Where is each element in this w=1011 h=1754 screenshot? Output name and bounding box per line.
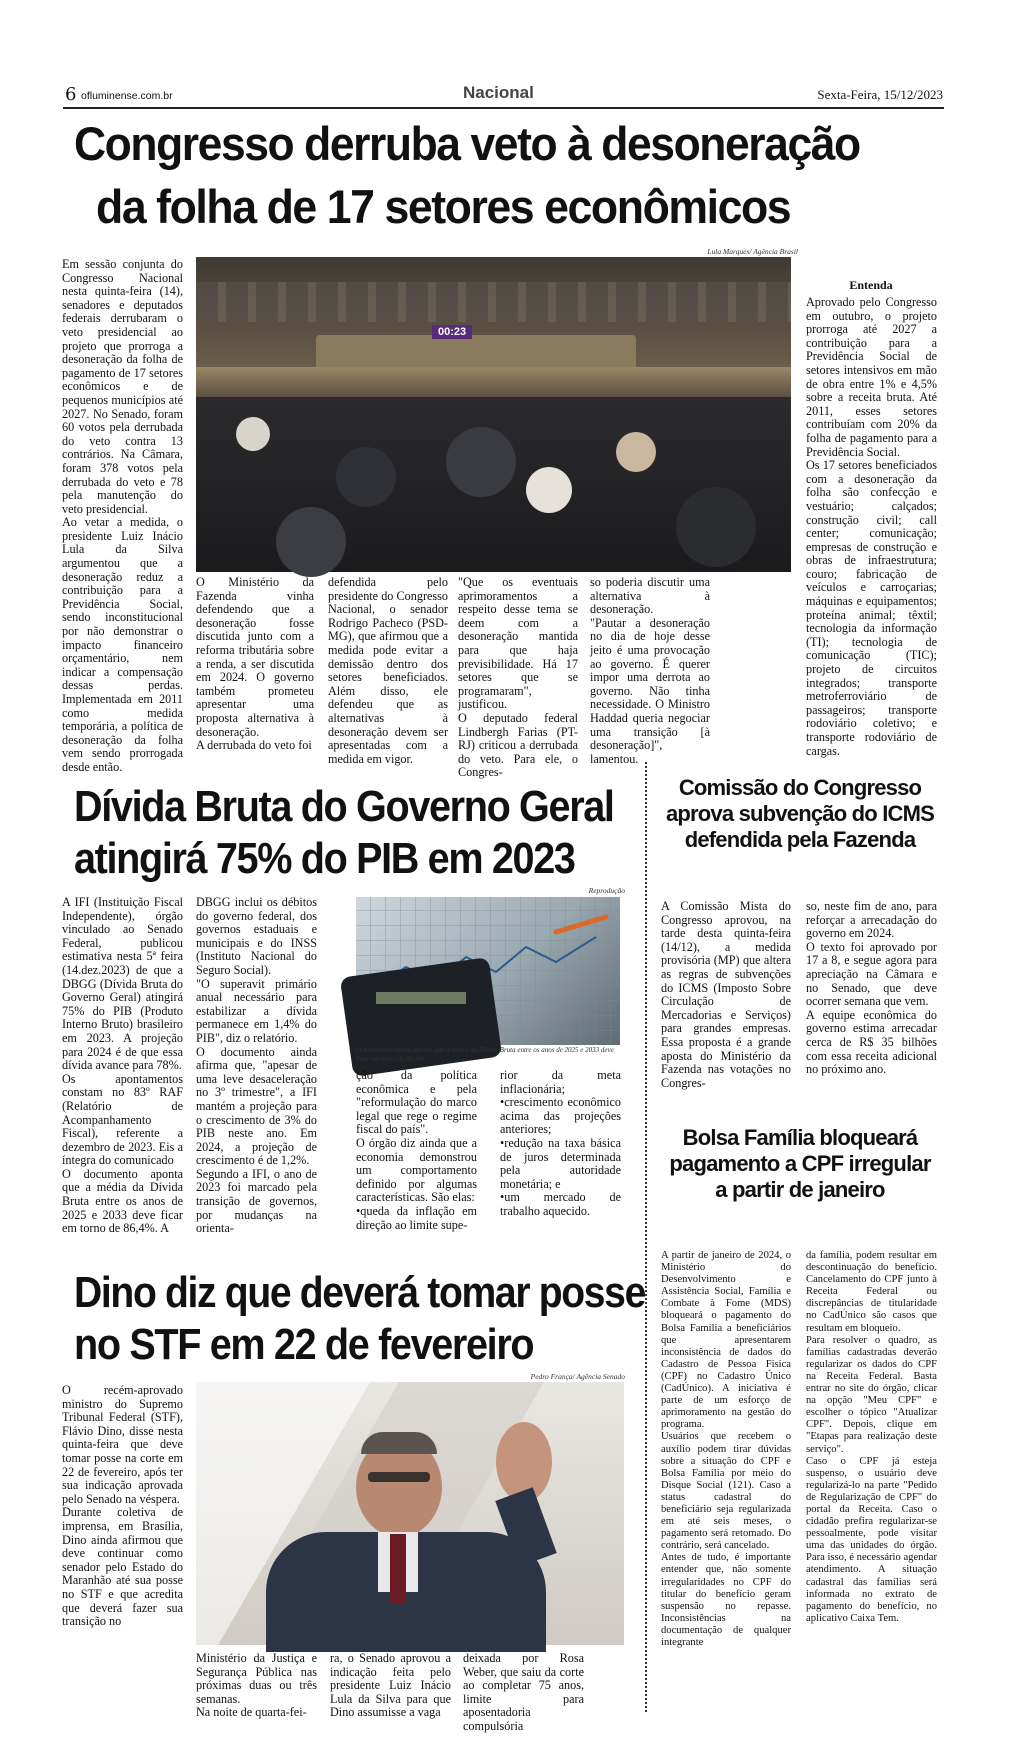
- a2-col4-paragraph: rior da meta inflacionária;: [500, 1068, 621, 1096]
- a3-col2-paragraph: Ministério da Justiça e Segurança Pública nas próximas duas ou três semanas.: [196, 1651, 317, 1706]
- a2-col4-paragraph: •um mercado de trabalho aquecido.: [500, 1190, 621, 1218]
- a2-column-1: [62, 896, 183, 1252]
- a5-col2-paragraph: da família, podem resultar em descontinuação do benefício. Cancelamento do CPF junto à Receita Federal ou discrepâncias de titularidade no CadÚnico são casos que resultam em bloqueio.: [806, 1250, 937, 1334]
- a1-column-4: [458, 575, 578, 780]
- a4-col1-paragraph: A Comissão Mista do Congresso aprovou, na tarde desta quinta-feira (14/12), a medida provisória (MP) que altera as regras de subvenções do ICMS (Imposto Sobre Circulação de Mercadorias e Serviços) para grandes empresas. Essa proposta é a grande aposta do Ministério da Fazenda nas votações no Congres-: [661, 899, 791, 1090]
- a2-col3-paragraph: •queda da inflação em direção ao limite supe-: [356, 1203, 477, 1232]
- issue-date: Sexta-Feira, 15/12/2023: [817, 87, 943, 102]
- a3-col4-paragraph: deixada por Rosa Weber, que saiu da corte ao completar 75 anos, limite para aposentadoria compulsória: [463, 1651, 584, 1733]
- a5-col1-paragraph: Usuários que recebem o auxílio podem tirar dúvidas sobre a situação do CPF e Bolsa Família por meio do Disque Social (121). Caso a status cadastral do beneficiário seja regularizada em até seis meses, o pagamento será retomado. Do contrário, será cancelado.: [661, 1431, 791, 1552]
- page-number: 6: [65, 84, 77, 105]
- a2-col3-paragraph: ção da política econômica e pela "reformulação do marco legal que rege o regime fiscal do país".: [356, 1068, 477, 1137]
- a2-photo-calculator-chart: [356, 897, 620, 1045]
- a1-column-2: [196, 576, 314, 756]
- a5-title: [660, 1125, 940, 1203]
- a1-sidebar: [806, 296, 937, 756]
- a3-col1-paragraph: O recém-aprovado ministro do Supremo Tribunal Federal (STF), Flávio Dino, disse nesta quinta-feira que deve tomar posse na corte em 22 de fevereiro, após ter sua indicação aprovada pelo Senado na véspera.: [62, 1383, 183, 1506]
- a5-column-2: [806, 1250, 937, 1718]
- a3-photo-credit: Pedro França/ Agência Senado: [530, 1372, 625, 1381]
- a4-title-line2: aprova subvenção do ICMS: [665, 801, 935, 826]
- a2-col1-paragraph: A IFI (Instituição Fiscal Independente), órgão vinculado ao Senado Federal, publicou estimativa nesta 5ª feira (14.dez.2023) de que a DBGG (Dívida Bruta do Governo Geral) atingirá 75% do PIB (Produto Interno Bruto) brasileiro em 2023. A projeção para 2024 é de que essa dívida avance para 78%.: [62, 895, 183, 1073]
- a1-sidebar-paragraph: Os 17 setores beneficiados com a desoneração da folha são confecção e vestuário; calçados; construção civil; call center; comunicação; empresas de construção e obras de infraestrutura; couro; fabricação de veículos e carroçarias; máquinas e equipamentos; proteína animal; têxtil; tecnologia da informação (TI); tecnologia de comunicação (TIC); projeto de circuitos integrados; transporte metroferroviário de passageiros; transporte rodoviário coletivo; e transporte rodoviário de cargas.: [806, 458, 937, 758]
- a4-col2-paragraph: A equipe econômica do governo estima arrecadar cerca de R$ 35 bilhões com essa receita adicional no próximo ano.: [806, 1007, 937, 1077]
- a5-col1-paragraph: A partir de janeiro de 2024, o Ministério do Desenvolvimento e Assistência Social, Família e Combate à Fome (MDS) bloqueará o pagamento do Bolsa Família a beneficiários que apresentarem inconsistência de dados do Cadastro de Pessoa Física (CPF) no Cadastro Único (CadÚnico). A iniciativa é parte de um esforço de aprimoramento na gestão do programa.: [661, 1250, 791, 1431]
- a3-title-line2: no STF em 22 de fevereiro: [74, 1320, 534, 1369]
- a5-column-1: [661, 1250, 791, 1718]
- a5-title-line2: pagamento a CPF irregular: [669, 1151, 931, 1176]
- a2-column-4: [500, 1069, 621, 1252]
- a4-column-2: [806, 900, 937, 1100]
- a1-photo-timer: 00:23: [432, 325, 472, 339]
- a1-col5-paragraph: so poderia discutir uma alternativa à desoneração.: [590, 575, 710, 617]
- a2-photo-credit: Reprodução: [588, 886, 625, 895]
- a5-title-line3: a partir de janeiro: [715, 1177, 885, 1202]
- a1-title-line2: da folha de 17 setores econômicos: [96, 180, 791, 233]
- a5-col2-paragraph: Para resolver o quadro, as famílias cadastradas deverão regularizar os dados do CPF na Receita Federal. Basta entrar no site do órgão, clicar na opção "Meu CPF" e escolher o tópico "Atualizar CPF". Depois, clique em "Etapas para realização deste serviço".: [806, 1334, 937, 1455]
- a4-title-line3: defendida pela Fazenda: [684, 827, 916, 852]
- page-header: [63, 83, 943, 108]
- a1-col2-paragraph: A derrubada do veto foi: [196, 738, 312, 753]
- a4-column-1: [661, 900, 791, 1100]
- a1-col4-paragraph: O deputado federal Lindbergh Farias (PT-RJ) criticou a derrubada do veto. Para ele, o Congres-: [458, 710, 578, 780]
- a4-col2-paragraph: so, neste fim de ano, para reforçar a arrecadação do governo em 2024.: [806, 899, 937, 941]
- a1-sidebar-paragraph: Aprovado pelo Congresso em outubro, o projeto prorroga até 2027 a contribuição para a Previdência Social de setores intensivos em mão de obra entre 1% e 4,5% sobre a receita bruta. Até 2011, esses setores contribuíam com 20% da folha de pagamento para a Previdência Social.: [806, 295, 937, 459]
- a2-col2-paragraph: "O superavit primário anual necessário para estabilizar a dívida permanece em 1,4% do PIB", diz o relatório.: [196, 976, 317, 1045]
- a2-col2-paragraph: DBGG inclui os débitos do governo federal, dos governos estaduais e municipais e do INSS (Instituto Nacional do Seguro Social).: [196, 895, 317, 977]
- a1-column-3: [328, 575, 448, 766]
- header-rule: [63, 107, 944, 109]
- a3-col3-paragraph: ra, o Senado aprovou a indicação feita pelo presidente Luiz Inácio Lula da Silva para que Dino assumisse a vaga: [330, 1651, 451, 1720]
- a1-col3-paragraph: defendida pelo presidente do Congresso Nacional, o senador Rodrigo Pacheco (PSD-MG), que afirmou que a medida pode evitar a demissão dentro dos setores beneficiados. Além disso, ele defendeu que as alternativas à desoneração devem ser apresentadas com a medida em vigor.: [328, 575, 448, 766]
- a4-title: [660, 775, 940, 853]
- a2-column-2: [196, 896, 317, 1252]
- a1-title-line1: Congresso derruba veto à desoneração: [74, 117, 860, 170]
- a2-photo-caption: O documento ainda aponta que a média da Dívida Bruta entre os anos de 2025 e 2033 deve ficar em torno de 86,4%.: [356, 1046, 614, 1063]
- a1-column-5: [590, 575, 710, 766]
- a2-column-3: [356, 1069, 477, 1252]
- a2-col1-paragraph: Os apontamentos constam no 83º RAF (Relatório de Acompanhamento Fiscal), referente a dezembro de 2023. Eis a íntegra do comunicado: [62, 1071, 183, 1168]
- a2-col3-paragraph: O órgão diz ainda que a economia demonstrou um comportamento definido por algumas características. São elas:: [356, 1135, 477, 1205]
- a2-col4-paragraph: •redução na taxa básica de juros determinada pela autoridade monetária; e: [500, 1135, 621, 1191]
- a3-column-3: [330, 1652, 451, 1718]
- a1-sidebar-title: Entenda: [849, 278, 893, 292]
- a3-column-4: [463, 1651, 584, 1733]
- a3-col1-paragraph: Durante coletiva de imprensa, em Brasília, Dino ainda afirmou que deve continuar como senador pelo Estado do Maranhão até sua posse no STF e que acredita que deverá fazer sua transição no: [62, 1505, 183, 1629]
- section-name: Nacional: [463, 83, 534, 102]
- site-name: ofluminense.com.br: [81, 90, 173, 102]
- column-divider: [645, 762, 647, 1712]
- a3-photo-flavio-dino: [196, 1382, 624, 1645]
- a3-column-1: [62, 1384, 183, 1716]
- a2-col2-paragraph: Segundo a IFI, o ano de 2023 foi marcado pela transição de governos, por mudanças na orienta-: [196, 1166, 317, 1236]
- a1-col2-paragraph: O Ministério da Fazenda vinha defendendo que a desoneração fosse discutida junto com a reforma tributária sobre a renda, a ser discutida em 2024. O governo também prometeu apresentar uma proposta alternativa à desoneração.: [196, 575, 314, 739]
- a2-title-line2: atingirá 75% do PIB em 2023: [74, 834, 575, 883]
- a3-title-line1: Dino diz que deverá tomar posse: [74, 1268, 645, 1317]
- a4-col2-paragraph: O texto foi aprovado por 17 a 8, e segue agora para apreciação na Câmara e no Senado, que deve ocorrer semana que vem.: [806, 939, 937, 1009]
- a5-title-line1: Bolsa Família bloqueará: [682, 1125, 918, 1150]
- a1-col4-paragraph: "Que os eventuais aprimoramentos a respeito desse tema se deem com a desoneração mantida para que haja previsibilidade. Há 17 setores que se programaram", justificou.: [458, 575, 578, 712]
- a5-col2-paragraph: Caso o CPF já esteja suspenso, o usuário deve regularizá-lo na parte "Pedido de Regularização de CPF" do portal da Receita. Caso o cidadão prefira regularizar-se pessoalmente, pode visitar uma das unidades do órgão. Para isso, é necessário agendar atendimento. A situação cadastral das famílias será informada no extrato de pagamento do benefício, no aplicativo Caixa Tem.: [806, 1455, 937, 1624]
- a2-title-line1: Dívida Bruta do Governo Geral: [74, 782, 614, 831]
- a5-col1-paragraph: Antes de tudo, é importante entender que, não somente irregularidades no CPF do titular do benefício geram suspensão no repasse. Inconsistências na documentação de qualquer integrante: [661, 1552, 791, 1648]
- a2-col4-paragraph: •crescimento econômico acima das projeções anteriores;: [500, 1095, 621, 1137]
- a1-photo-credit: Lula Marques/ Agência Brasil: [707, 247, 798, 256]
- a3-col2-paragraph: Na noite de quarta-fei-: [196, 1705, 307, 1720]
- a1-col1-paragraph: Ao vetar a medida, o presidente Luiz Inácio Lula da Silva argumentou que a desoneração reduz a contribuição para a Previdência Social, sendo inconstitucional por não demonstrar o impacto financeiro orçamentário, nem indicar a compensação dessas perdas. Implementada em 2011 como medida temporária, a política de desoneração da folha vem sendo prorrogada desde então.: [62, 515, 183, 774]
- a2-col1-paragraph: O documento aponta que a média da Dívida Bruta entre os anos de 2025 e 2033 deve ficar em torno de 86,4%. A: [62, 1166, 183, 1236]
- a4-title-line1: Comissão do Congresso: [678, 775, 922, 800]
- a2-col2-paragraph: O documento ainda afirma que, "apesar de uma leve desaceleração no 3º trimestre", a IFI mantém a projeção para o crescimento de 3% do PIB neste ano. Em 2024, a projeção de crescimento é de 1,2%.: [196, 1044, 317, 1168]
- a3-column-2: [196, 1652, 317, 1718]
- a1-col1-paragraph: Em sessão conjunta do Congresso Nacional nesta quinta-feira (14), senadores e deputados federais derrubaram o veto presidencial ao projeto que prorroga a desoneração da folha de pagamento de 17 setores econômicos e de pequenos municípios até 2027. No Senado, foram 60 votos pela derrubada do veto contra 13 contrários. Na Câmara, foram 378 votos pela derrubada do veto e 78 pela manutenção do veto presidencial.: [62, 257, 183, 516]
- a1-column-1: [62, 257, 183, 774]
- a1-photo-congress-session: [196, 257, 791, 572]
- a1-col5-paragraph: "Pautar a desoneração no dia de hoje desse jeito é uma provocação ao governo. É querer impor uma derrota ao governo. Não tinha necessidade. O Ministro Haddad queria negociar uma transição [à desoneração]", lamentou.: [590, 615, 710, 766]
